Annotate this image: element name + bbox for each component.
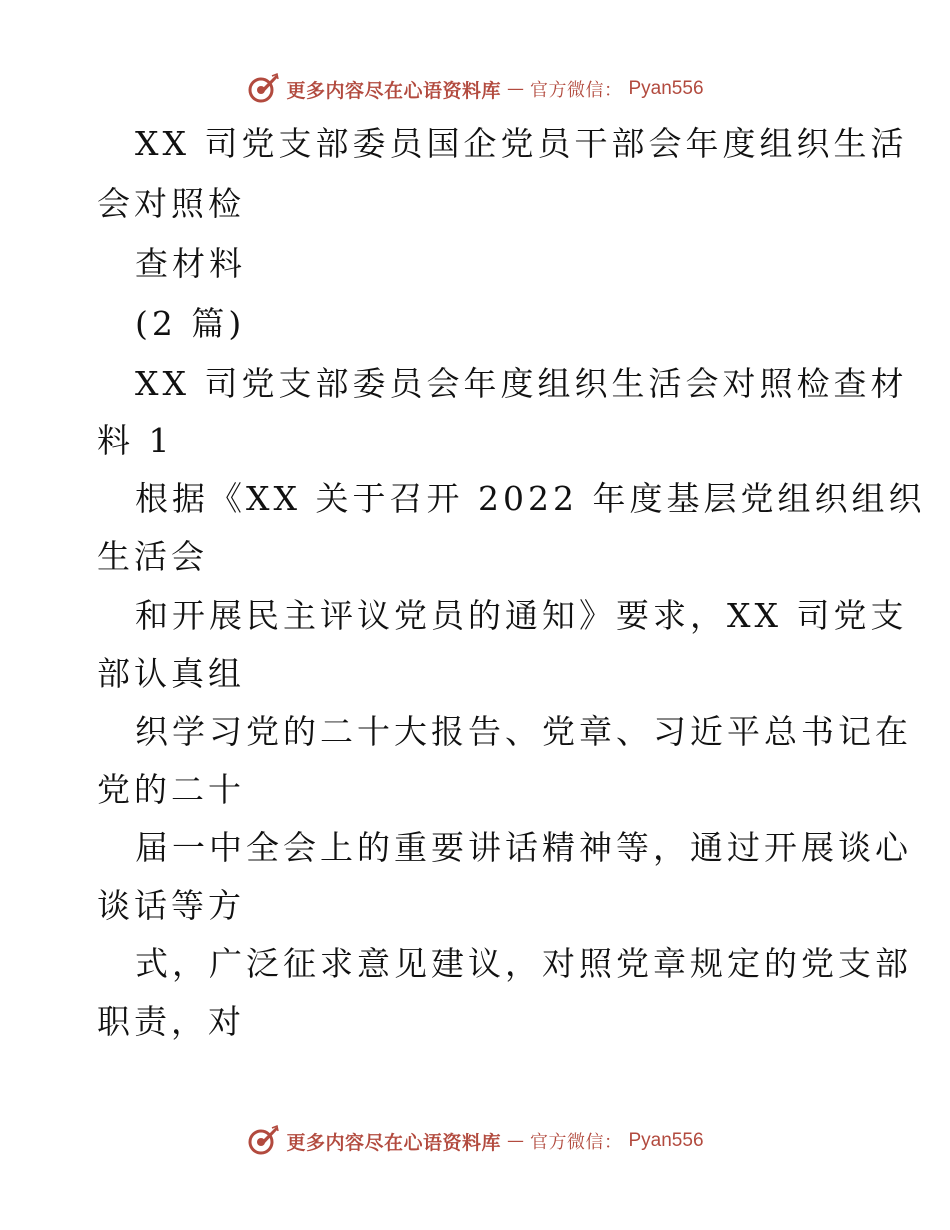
watermark-dash: — xyxy=(507,79,524,99)
text-line: 党的二十 xyxy=(97,770,245,809)
text-line: 生活会 xyxy=(97,537,208,576)
text-line: 职责，对 xyxy=(97,1002,245,1041)
text-line: 根据《XX 关于召开 2022 年度基层党组织组织 xyxy=(135,479,926,518)
watermark-sub-text: 官方微信： xyxy=(530,80,623,101)
watermark-dash: — xyxy=(507,1131,524,1151)
footer-watermark xyxy=(0,1124,950,1158)
text-line: 织学习党的二十大报告、党章、习近平总书记在 xyxy=(135,712,912,751)
text-line: 料 1 xyxy=(97,421,174,460)
text-line: 和开展民主评议党员的通知》要求，XX 司党支 xyxy=(135,596,908,635)
text-line: 届一中全会上的重要讲话精神等，通过开展谈心 xyxy=(135,828,912,867)
text-line: XX 司党支部委员国企党员干部会年度组织生活 xyxy=(135,124,908,163)
text-line: 部认真组 xyxy=(97,654,245,693)
text-line: XX 司党支部委员会年度组织生活会对照检查材 xyxy=(135,364,908,403)
watermark-main-text: 更多内容尽在心语资料库 xyxy=(286,1131,501,1154)
text-line: 式，广泛征求意见建议，对照党章规定的党支部 xyxy=(135,944,912,983)
quill-logo-icon xyxy=(246,72,280,106)
watermark-wechat-id: Pyan556 xyxy=(628,78,704,99)
header-watermark xyxy=(0,72,950,106)
watermark-main-text: 更多内容尽在心语资料库 xyxy=(286,79,501,102)
text-line: 会对照检 xyxy=(97,184,245,223)
watermark-sub-text: 官方微信： xyxy=(530,1132,623,1153)
watermark-wechat-id: Pyan556 xyxy=(628,1130,704,1151)
text-line: (2 篇) xyxy=(135,304,246,343)
text-line: 查材料 xyxy=(135,244,246,283)
text-line: 谈话等方 xyxy=(97,886,245,925)
quill-logo-icon xyxy=(246,1124,280,1158)
